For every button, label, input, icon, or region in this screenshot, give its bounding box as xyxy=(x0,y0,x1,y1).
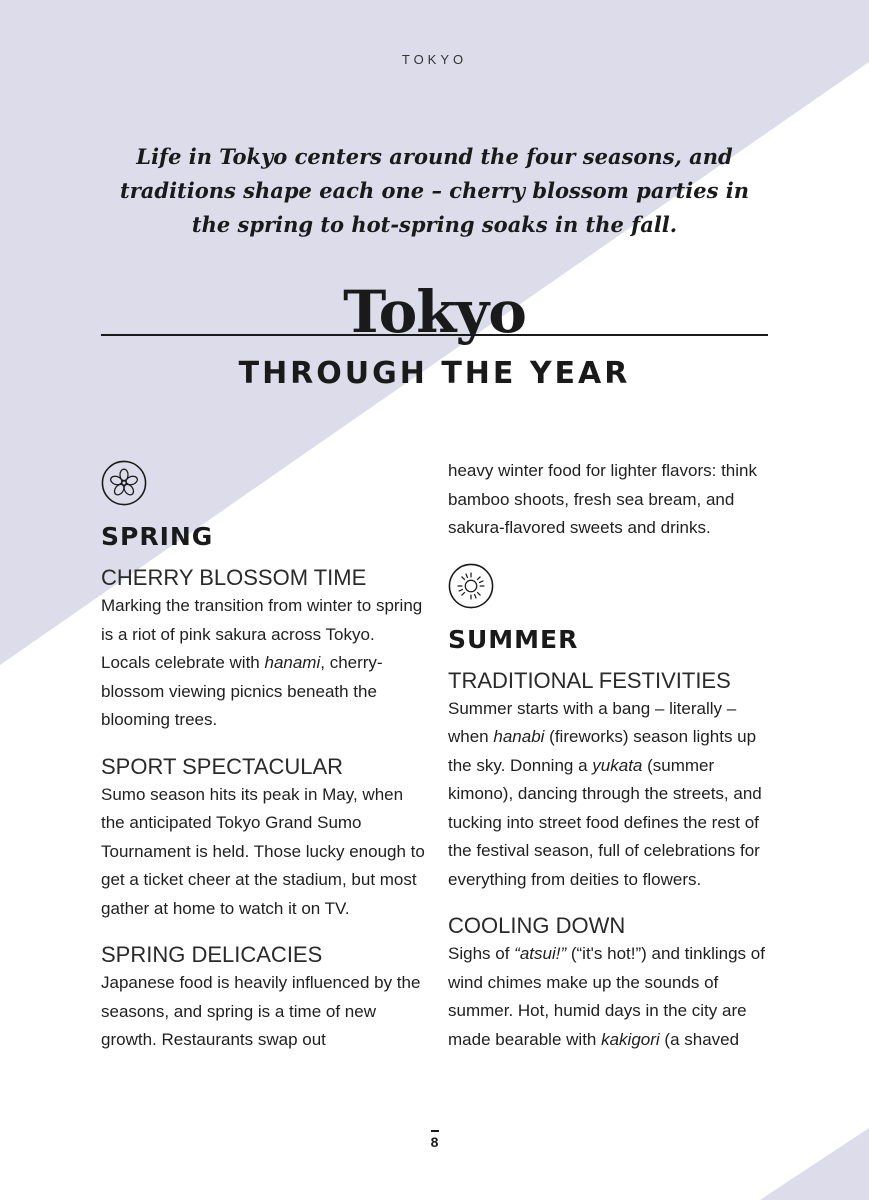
page-number-bar xyxy=(431,1130,439,1132)
festivities-paragraph: Summer starts with a bang – literally – when hanabi (fireworks) season lights up the sky. Donning a yukata (summer kimono), dancing through the streets, and tucking into street food defines the rest of the festival season, full of celebrations for everything from deities to flowers. xyxy=(448,698,762,889)
delicacies-paragraph: Japanese food is heavily influenced by the seasons, and spring is a time of new growth. Restaurants swap out xyxy=(101,973,421,1049)
page-number-text: 8 xyxy=(430,1134,439,1150)
cherry-blossom-paragraph: Marking the transition from winter to spring is a riot of pink sakura across Tokyo. Locals celebrate with hanami, cherry-blossom viewing picnics beneath the blooming trees. xyxy=(101,596,423,729)
right-column xyxy=(448,457,774,1054)
page-subtitle: THROUGH THE YEAR xyxy=(238,356,631,391)
festivities-subheading: TRADITIONAL FESTIVITIES xyxy=(448,667,731,693)
sun-icon xyxy=(448,563,494,609)
running-head: TOKYO xyxy=(401,52,468,67)
cooling-subheading: COOLING DOWN xyxy=(448,913,626,938)
left-column xyxy=(101,460,427,1055)
cooling-paragraph: Sighs of “atsui!” (“it's hot!”) and tinklings of wind chimes make up the sounds of summer. Hot, humid days in the city are made bearable with kakigori (a shaved xyxy=(448,944,765,1049)
cherry-blossom-subheading: CHERRY BLOSSOM TIME xyxy=(101,565,367,590)
page-number xyxy=(0,1130,869,1150)
spring-heading: SPRING xyxy=(101,522,214,551)
sport-paragraph: Sumo season hits its peak in May, when the anticipated Tokyo Grand Sumo Tournament is held. Those lucky enough to get a ticket cheer at the stadium, but most gather at home to watch it on TV. xyxy=(101,784,425,918)
intro-quote: Life in Tokyo centers around the four seasons, and traditions shape each one – cherry blossom parties in the spring to hot-spring soaks in the fall. xyxy=(120,144,749,237)
delicacies-continued-paragraph: heavy winter food for lighter flavors: think bamboo shoots, fresh sea bream, and sakura-flavored sweets and drinks. xyxy=(448,461,757,537)
sport-subheading: SPORT SPECTACULAR xyxy=(101,753,344,779)
delicacies-subheading: SPRING DELICACIES xyxy=(101,942,323,967)
page-title: Tokyo xyxy=(343,278,526,346)
cherry-blossom-icon xyxy=(101,460,147,506)
summer-heading: SUMMER xyxy=(448,624,579,654)
